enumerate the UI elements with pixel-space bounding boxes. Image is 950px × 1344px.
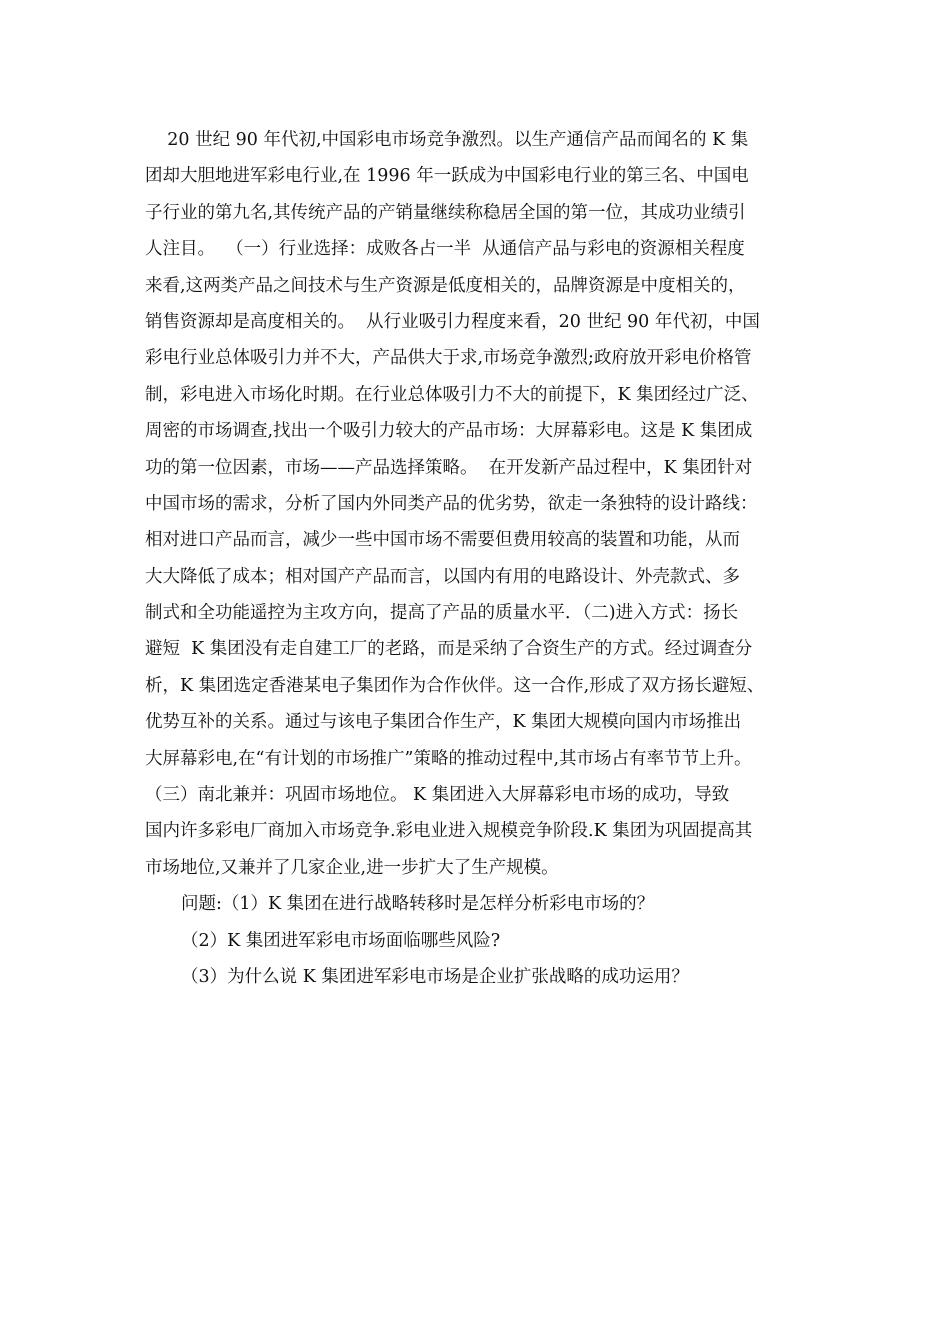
text-line: 析，K 集团选定香港某电子集团作为合作伙伴。这一合作,形成了双方扬长避短、 (145, 675, 765, 696)
text-line: 子行业的第九名,其传统产品的产销量继续称稳居全国的第一位，其成功业绩引 (145, 202, 746, 223)
text-line: 大屏幕彩电,在“有计划的市场推广”策略的推动过程中,其市场占有率节节上升。 (145, 748, 752, 769)
text-line: 中国市场的需求，分析了国内外同类产品的优劣势，欲走一条独特的设计路线： (145, 493, 758, 514)
text-line: 人注目。 （一）行业选择：成败各占一半 从通信产品与彩电的资源相关程度 (145, 239, 745, 260)
text-line: 大大降低了成本；相对国产产品而言，以国内有用的电路设计、外壳款式、多 (145, 566, 740, 587)
question-1: 问题:（1）K 集团在进行战略转移时是怎样分析彩电市场的？ (181, 894, 655, 915)
text-line: 优势互补的关系。通过与该电子集团合作生产，K 集团大规模向国内市场推出 (145, 712, 742, 733)
text-line: 国内许多彩电厂商加入市场竞争.彩电业进入规模竞争阶段.K 集团为巩固提高其 (145, 821, 753, 842)
question-2: （2）K 集团进军彩电市场面临哪些风险? (181, 930, 501, 951)
text-line: 团却大胆地进军彩电行业,在 1996 年一跃成为中国彩电行业的第三名、中国电 (145, 166, 749, 187)
text-line: 来看,这两类产品之间技术与生产资源是低度相关的，品牌资源是中度相关的， (145, 275, 746, 296)
text-line: 制，彩电进入市场化时期。在行业总体吸引力不大的前提下，K 集团经过广泛、 (145, 384, 759, 405)
text-line: 避短 K 集团没有走自建工厂的老路，而是采纳了合资生产的方式。经过调查分 (145, 639, 753, 660)
text-line: 制式和全功能遥控为主攻方向，提高了产品的质量水平．（二)进入方式：扬长 (145, 603, 739, 624)
text-line: 20 世纪 90 年代初,中国彩电市场竞争激烈。以生产通信产品而闻名的 K 集 (145, 130, 749, 150)
case-study-text (145, 122, 825, 995)
text-line: 周密的市场调查,找出一个吸引力较大的产品市场：大屏幕彩电。这是 K 集团成 (145, 421, 753, 442)
text-line: 彩电行业总体吸引力并不大，产品供大于求,市场竞争激烈;政府放开彩电价格管 (145, 348, 752, 369)
text-line: 相对进口产品而言，减少一些中国市场不需要但费用较高的装置和功能，从而 (145, 530, 740, 551)
text-line: （三）南北兼并：巩固市场地位。 K 集团进入大屏幕彩电市场的成功，导致 (145, 785, 730, 806)
text-line: 市场地位,又兼并了几家企业,进一步扩大了生产规模。 (145, 857, 559, 878)
text-line: 功的第一位因素，市场——产品选择策略。 在开发新产品过程中，K 集团针对 (145, 457, 753, 478)
text-line: 销售资源却是高度相关的。 从行业吸引力程度来看，20 世纪 90 年代初，中国 (145, 311, 760, 332)
question-3: （3）为什么说 K 集团进军彩电市场是企业扩张战略的成功运用？ (181, 966, 689, 987)
